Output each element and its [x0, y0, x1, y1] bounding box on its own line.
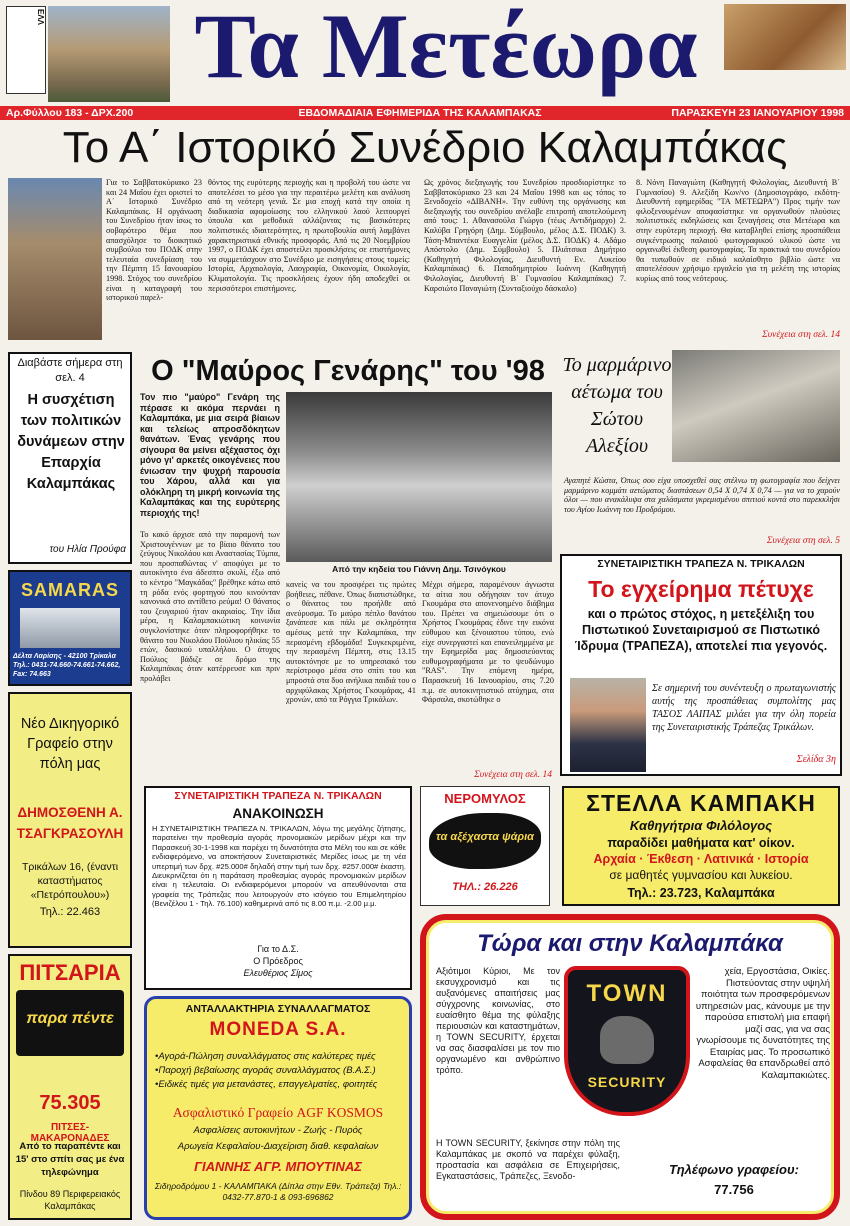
pizza-address: Πίνδου 89 Περιφερειακός Καλαμπάκας: [19, 1189, 121, 1211]
town-phone[interactable]: 77.756: [714, 1182, 754, 1197]
lawyer-name: ΔΗΜΟΣΘΕΝΗ Α. ΤΣΑΓΚΡΑΣΟΥΛΗ: [16, 805, 124, 841]
announcement-title: ΑΝΑΚΟΙΝΩΣΗ: [232, 806, 324, 821]
neromylos-ad: [420, 786, 550, 906]
town-logo-top: TOWN: [586, 980, 668, 1007]
marble-headline: Το μαρμάρινο αέτωμα του Σώτου Αλεξίου: [562, 354, 672, 457]
samaras-building: [20, 608, 120, 648]
lead-headline: Το Α΄ Ιστορικό Συνέδριο Καλαμπάκας: [62, 123, 788, 172]
lead-col-3: Ως χρόνος διεξαγωγής του Συνεδρίου προσδιορίστηκε το Σαββατοκύριακο 23 και 24 Μαΐου 1998 και ως τόπος το Ξενοδοχείο «ΔΙΒΑΝΗ». Την ευθύνη της οργάνωσης και διεξαγωγής του συνεδρίου ανέλαβε επιτροπή αποτελούμενη από τους: 1. Αθανασούλα Γιώργο (τέως Αντιδήμαρχο) 2. Καλύβα Γρηγόρη (Δημ. Σύμβουλο, μέλος Δ.Σ. ΠΟΔΚ) 3. Τάση-Μπαντέκα Ευαγγελία (μέλος Δ.Σ. ΠΟΔΚ) 4. Αδάμο Απόστολο (Δημ. Σύμβουλο) 5. Πλιάτσικα Δημήτριο (Καθηγητή Φιλολογίας, Διευθυντή Εν. Λυκείου Καλαμπάκας) 6. Παπαδημητρίου Ιωάννη (Καθηγητή Φιλολογίας, Διευθυντή Β΄ Γυμνασίου Καλαμπάκας) 7. Καρσιώτο Παναγιώτη (Συνταξιούχο δάσκαλο): [424, 178, 626, 293]
announcement-sign-1: Για το Δ.Σ.: [257, 944, 299, 954]
neromylos-phone[interactable]: ΤΗΛ.: 26.226: [452, 881, 518, 893]
stella-ad: [562, 786, 840, 906]
town-security-ad: [420, 914, 840, 1220]
read-today-author: του Ηλία Προύφα: [49, 544, 126, 555]
town-left-text: Αξιότιμοι Κύριοι, Με τον εκσυγχρονισμό και τις αυξανόμενες απαιτήσεις μας σύγχρονης κοινωνίας, στο ευαίσθητο θέμα της φύλαξης περιουσιών και καταστημάτων, η TOWN SECURITY, έρχεται να σας διασφαλίσει με τον πιο οργανωμένο και ανθρώπινο τρόπο.: [436, 966, 560, 1075]
moneda-agent: ΓΙΑΝΝΗΣ ΑΓΡ. ΜΠΟΥΤΙΝΑΣ: [194, 1159, 362, 1174]
lawyer-intro: Νέο Δικηγορικό Γραφείο στην πόλη μας: [20, 716, 120, 772]
side-badge: ΕΛΛ: [36, 9, 45, 26]
masthead: [0, 0, 850, 122]
bank-headline: Το εγχείρημα πέτυχε: [588, 576, 814, 602]
lawyer-address: Τρικάλων 16, (έναντι καταστήματος «Πετρόπουλου»): [21, 861, 119, 901]
moneda-name: MONEDA S.A.: [209, 1019, 347, 1040]
fish-logo: [429, 813, 541, 869]
bell-tower-photo: [8, 178, 102, 340]
marble-pediment-photo: [672, 350, 840, 462]
read-today-title[interactable]: Η συσχέτιση των πολιτικών δυνάμεων στην Επαρχία Καλαμπάκας: [17, 392, 125, 492]
masthead-title: Τα Μετέωρα: [194, 0, 698, 97]
lead-col-4: 8. Νόνη Παναγιώτη (Καθηγητή Φιλολογίας, Διευθυντή Β΄ Γυμνασίου) 9. Αλεξίδη Κων/νο (Δημοσιογράφο, εκδότη-Διευθυντή εφημερίδας "ΤΑ ΜΕΤΕΩΡΑ") Προς τιμήν των φιλοξενουμένων αποφασίστηκε να οργανωθούν πλούσιες πολιτιστικές εκδηλώσεις και ξεναγήσεις στα Μετέωρα και στην ευρύτερη περιοχή. Θα καταβληθεί επίσης προσπάθεια συγκέντρωσης παλαιού φωτογραφικού υλικού ώστε να οργανωθεί έκθεση φωτογραφίας. Τα πρακτικά του συνεδρίου θα τυπωθούν σε ειδικό καλαίσθητο βιβλίο ώστε να αποτελέσουν χρήσιμο εργαλείο για τη μελέτη της ιστορίας κυρίως από τους νεότερους.: [636, 178, 840, 283]
january-continued[interactable]: Συνέχεια στη σελ. 14: [474, 770, 552, 780]
samaras-address: Δέλτα Λαρίσης - 42100 Τρίκαλα Τηλ.: 0431-74.660-74.661-74.662, Fax: 74.663: [13, 653, 121, 678]
lead-col-1: Για το Σαββατοκύριακο 23 και 24 Μαΐου έχει οριστεί το Α΄ Ιστορικό Συνέδριο Καλαμπάκας. Η οργάνωση του Συνεδρίου ήταν ίσως το σοβαρότερο θέμα που απασχόλησε το διοικητικό συμβούλιο του ΠΟΔΚ στην τελευταία συνεδρίαση του την Πέμπτη 15 Ιανουαρίου 1998. Στόχος του συνεδρίου είναι η καταγραφή του ιστορικού παρελ-: [106, 178, 202, 303]
read-today-box: [8, 352, 132, 564]
town-logo-bottom: SECURITY: [587, 1074, 667, 1090]
marble-body: Αγαπητέ Κώστα, Όπως σου είχα υποσχεθεί σας στέλνω τη φωτογραφία που δείχνει μαρμάρινο κομμάτι αετώματος διαστάσεων 0,54 Χ 0,74 Χ 0,74 — για να το χαρούν όλοι — που ανακάλυψα στα χαλάσματα γκρεμισμένου σπιτιού κοντά στο παρεκκλήσι του Αγίου Ιωάννη του Προδρόμου.: [564, 476, 840, 514]
stella-line-3: σε μαθητές γυμνασίου και λυκείου.: [609, 868, 793, 882]
bank-body: Σε σημερινή του συνέντευξη ο πρωταγωνιστής αυτής της προσπάθειας συμπολίτης μας ΤΑΣΟΣ ΛΑΙΠΑΣ μιλάει για την όλη πορεία της Συνεταιριστικής Τράπεζας Τρικάλων.: [652, 683, 836, 733]
bank-header: ΣΥΝΕΤΑΙΡΙΣΤΙΚΗ ΤΡΑΠΕΖΑ Ν. ΤΡΙΚΑΛΩΝ: [597, 558, 805, 570]
portrait-photo: [570, 678, 646, 772]
bank-subtitle: και ο πρώτος στόχος, η μετεξέλιξη του Πιστωτικού Συνεταιρισμού σε Πιστωτικό Ίδρυμα (ΤΡΑΠΕΖΑ), αποτελεί πια γεγονός.: [574, 607, 828, 653]
town-logo: [564, 966, 690, 1116]
town-tel-label: Τηλέφωνο γραφείου:: [669, 1162, 799, 1177]
january-body-1: Το κακό άρχισε από την παραμονή των Χριστουγέννων με το βίαιο θάνατο του ζεύγους Νικολάου και Αναστασίας Τύμπα, που προσπαθώντας ν' αποφύγει με το αυτοκίνητο ένα άδεσπτο σκυλί, έξω από το κέντρο "Μαγκάδας" βρέθηκε κάτω από τη ρόδα ενός φορτηγού που κινούνταν κανονικά στο αντίθετο ρεύμα! Ο θάνατος του ζευγαριού ήταν ακαριαίος. Την ίδια μέρα, η Καλαμπακιώτικη κοινωνία συγκλονίστηκε όταν πληροφορήθηκε το θάνατο του Νικολάου Πούλιου ηλικίας 55 ετών, δασικού υπαλλήλου. Ο άτυχος Πούλιος βάδιζε σε δρόμο της Καλαμπάκας όταν κατέρρευσε και πριν προλάβει: [140, 530, 280, 683]
january-headline: Ο "Μαύρος Γενάρης" του '98: [151, 355, 545, 387]
icon-painting-photo: [724, 4, 846, 70]
issue-date: ΠΑΡΑΣΚΕΥΗ 23 ΙΑΝΟΥΑΡΙΟΥ 1998: [671, 107, 844, 119]
announcement-sign-3: Ελευθέριος Σίμος: [243, 968, 313, 978]
pizza-offer: Από το παραπέντε και 15' στο σπίτι σας με ένα τηλεφώνημα: [15, 1141, 125, 1178]
moneda-header: ΑΝΤΑΛΛΑΚΤΗΡΙΑ ΣΥΝΑΛΛΑΓΜΑΤΟΣ: [185, 1003, 371, 1015]
january-body-3: Μέχρι σήμερα, παραμένουν άγνωστα τα αίτια που οδήγησαν τον άτυχο Γκουμάρα στο απονενοημένο διάβημα του. Πρέπει να σημειώσουμε ότι ο Χρήστος Γκουμάρας έδινε την εικόνα εύθυμου και ξένοιαστου τύπου, ενώ είχε συνεργαστεί και επανειλημμένα με την Εφημερίδα μας δημοσιεύοντας ευθυμογραφήματα με το ψευδώνυμο "RAS". Την επόμενη ημέρα, Παρασκευή 16 Ιανουαρίου, στις 7.20 π.μ. σε αυτοκινητιστικό ατύχημα, στα Φάρσαλα, σκοτώθηκε ο: [422, 580, 554, 705]
bank-box: [560, 554, 842, 776]
announcement-header: ΣΥΝΕΤΑΙΡΙΣΤΙΚΗ ΤΡΑΠΕΖΑ Ν. ΤΡΙΚΑΛΩΝ: [174, 790, 382, 802]
moneda-bullet-1: •Αγορά-Πώληση συναλλάγματος στις καλύτερες τιμές: [155, 1051, 376, 1062]
lawyer-ad: [8, 692, 132, 948]
pizza-ad: [8, 954, 132, 1220]
pizza-phone[interactable]: 75.305: [39, 1092, 101, 1114]
neromylos-title: ΝΕΡΟΜΥΛΟΣ: [444, 791, 526, 806]
funeral-photo: [286, 392, 552, 562]
moneda-insurance: Ασφαλιστικό Γραφείο AGF KOSMOS: [172, 1105, 384, 1120]
announcement-sign-2: Ο Πρόεδρος: [253, 956, 303, 966]
neromylos-logo-text: τα αξέχαστα ψάρια: [436, 831, 534, 843]
pizza-logo: [16, 990, 124, 1056]
stella-name: ΣΤΕΛΛΑ ΚΑΜΠΑΚΗ: [586, 790, 816, 816]
moneda-bullet-3: •Ειδικές τιμές για μετανάστες, επαγγελματίες, φοιτητές: [155, 1079, 378, 1090]
marble-continued[interactable]: Συνέχεια στη σελ. 5: [766, 536, 840, 546]
lead-continued[interactable]: Συνέχεια στη σελ. 14: [762, 330, 840, 340]
stella-role: Καθηγήτρια Φιλόλογος: [629, 818, 773, 833]
stella-subjects: Αρχαία · Έκθεση · Λατινικά · Ιστορία: [593, 852, 809, 866]
moneda-bullet-2: •Παροχή βεβαίωσης αγοράς συναλλάγματος (Β.Α.Σ.): [155, 1065, 376, 1076]
funeral-caption: Από την κηδεία του Γιάννη Δημ. Τσινόγκου: [332, 564, 506, 574]
moneda-insurance-2: Ασφαλίσεις αυτοκινήτων - Ζωής - Πυρός: [193, 1125, 363, 1136]
masthead-badge: [6, 6, 46, 94]
pizza-logo-text: παρα πέντε: [26, 1010, 114, 1027]
issue-number: Αρ.Φύλλου 183 - ΔΡΧ.200: [6, 107, 134, 119]
paper-subtitle: ΕΒΔΟΜΑΔΙΑΙΑ ΕΦΗΜΕΡΙΔΑ ΤΗΣ ΚΑΛΑΜΠΑΚΑΣ: [298, 107, 542, 119]
town-bottom-text: Η TOWN SECURITY, ξεκίνησε στην πόλη της Καλαμπάκας με σκοπό να παρέχει φύλαξη, προστασία και ασφάλεια σε Επιχειρήσεις, Εγκαταστάσεις, Τράπεζες, Ξενοδο-: [436, 1138, 620, 1181]
stella-phone[interactable]: Τηλ.: 23.723, Καλαμπάκα: [627, 886, 775, 900]
samaras-logo: SAMARAS: [20, 580, 119, 600]
pizza-subtitle: ΠΙΤΣΕΣ-ΜΑΚΑΡΟΝΑΔΕΣ: [30, 1122, 110, 1144]
dog-emblem: [600, 1016, 654, 1064]
read-today-label: Διαβάστε σήμερα στη σελ. 4: [17, 357, 123, 384]
moneda-ad: [144, 996, 412, 1220]
lawyer-phone[interactable]: Τηλ.: 22.463: [39, 906, 101, 918]
town-headline: Τώρα και στην Καλαμπάκα: [477, 930, 783, 957]
january-body-2: κανείς να του προσφέρει τις πρώτες βοήθειες, πέθανε. Όπως διαπιστώθηκε, ο θάνατος του προήλθε από ανεύρυσμα. Το μαύρο πέπλο θανάτου ξανάπεσε και πάλι με σκληρότητα αμέσως μετά την Καλαμπάκα, την περασμένη εβδομάδα! Συγκεκριμένα, την περασμένη Πέμπτη, στις 13.15 αυτοκτόνησε με το υπηρεσιακό του περίστροφο μέσα στο σπίτι του και μπροστά στα δυο ανήλικα παιδιά του ο αρχιφύλακας Χρήστος Γκουμάρας, 41 χρονών, από τα Ρόγγια Τρικάλων.: [286, 580, 416, 705]
pizza-title: ΠΙΤΣΑΡΙΑ: [19, 960, 121, 985]
meteora-rock-photo: [48, 6, 170, 102]
samaras-ad: [8, 570, 132, 686]
announcement-box: [144, 786, 412, 990]
moneda-address: Σιδηροδρόμου 1 - ΚΑΛΑΜΠΑΚΑ (Δίπλα στην Εθν. Τράπεζα) Τηλ.: 0432-77.870-1 & 093-696862: [154, 1181, 402, 1202]
lead-col-2: θόντος της ευρύτερης περιοχής και η προβολή του ώστε να αποτελέσει το μέσο για την περαιτέρω μελέτη και ανάλυση από τη νεότερη γενιά. Σε μια εποχή κατά την οποία η διαδικασία αφομοίωσης του ελληνικού λαού λειτουργεί ύπουλα και μεθοδικά αλλάζοντας τις βασικότερες πολιτιστικές ιδιαιτερότητες, η πρωτοβουλία αυτή λαμβάνει χαρακτηριστικά εθνικής προσφοράς. Από τις 20 Νοεμβρίου 1997, ο ΠΟΔΚ έχει αποστείλει προσκλήσεις σε επιστήμονες να συμμετάσχουν στο Συνέδριο με εισηγήσεις στους τομείς: Ιστορία, Αρχαιολογία, Λαογραφία, Οικονομία, Οικολογία, Κλιματολογία. Τις προσκλήσεις έχουν ήδη αποδεχθεί οι περισσότεροι επιστήμονες.: [208, 178, 410, 293]
bank-page-ref[interactable]: Σελίδα 3η: [796, 754, 836, 765]
moneda-insurance-3: Αρωγεία Κεφαλαίου-Διαχείριση διαθ. κεφαλαίων: [177, 1141, 379, 1152]
january-lede: Τον πιο "μαύρο" Γενάρη της πέρασε κι ακόμα περνάει η Καλαμπάκα, με μια σειρά βίαιων και τελείως απροσδόκητων θανάτων. Ένας γενάρης που σίγουρα θα μείνει αξέχαστος όχι μόνο γι' αρκετές οικογένειες που ένιωσαν την ψυχρή παρουσία του Χάρου, αλλά και για ολόκληρη τη μικρή κοινωνία της Καλαμπάκας και της ευρύτερης περιοχής της!: [140, 392, 280, 518]
town-right-text: χεία, Εργοστάσια, Οικίες. Πιστεύοντας στην υψηλή ποιότητα των προσφερόμενων υπηρεσιών μας, κάνουμε με την παρούσα επιστολή μια επαφή μαζί σας, για να σας γνωρίσουμε τις δυνατότητες της Εταιρίας μας. Το προσωπικό Ασφαλείας θα επανδρωθεί από Καλαμπακιώτες.: [695, 966, 830, 1081]
stella-line-1: παραδίδει μαθήματα κατ' οίκον.: [607, 836, 795, 850]
announcement-body: Η ΣΥΝΕΤΑΙΡΙΣΤΙΚΗ ΤΡΑΠΕΖΑ Ν. ΤΡΙΚΑΛΩΝ, λόγω της μεγάλης ζήτησης, παρατείνει την προθεσμία αγοράς προνομιακών μερίδων μέχρι και την Παρασκευή 30-1-1998 και παρέχει τη δυνατότητα στα Μέλη του και σε κάθε ενδιαφερόμενο, να αποκτήσουν Συνεταιριστικές Μερίδες ίσως με τη νέα υπερτιμή των δρχ. #25.000# δηλαδή στην τιμή των δρχ. #257.000# έκαστη. Διευκρινίζεται ότι η παράταση προθεσμίας αγοράς προνομιακών μερίδων είναι η τελευταία. Οι ενδιαφερόμενοι μπορούν να απευθύνονται στα γραφεία της Τράπεζας που λειτουργούν στο ισόγειο του Επιμελητηρίου (Βενιζέλου 1 - Τηλ. 76.100) καθημερινά από τις 8.00 π.μ. -2.00 μ.μ.: [152, 824, 406, 909]
